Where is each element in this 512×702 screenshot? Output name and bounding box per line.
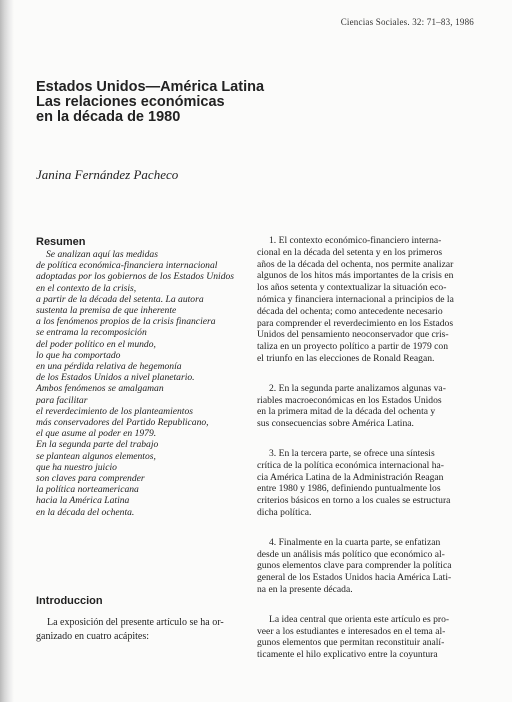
text-line: algunos de los hitos más importantes de la crisis en	[257, 270, 454, 282]
scan-shadow-edge	[0, 0, 14, 702]
paragraph-gap	[257, 430, 473, 448]
text-line: La idea central que orienta este artículo es pro-	[269, 613, 450, 625]
text-line: general de los Estados Unidos hacia América Lati-	[257, 572, 452, 584]
abstract-line: el reverdecimiento de los planteamientos	[36, 405, 194, 417]
abstract-body	[36, 249, 271, 518]
abstract-line: se entrama la recomposición	[36, 327, 147, 339]
abstract-line: que ha nuestro juicio	[36, 461, 117, 473]
running-head: Ciencias Sociales. 32: 71–83, 1986	[340, 17, 474, 27]
text-line: década del ochenta; como antecedente necesario	[257, 305, 443, 317]
title-line: Las relaciones económicas	[36, 94, 225, 110]
paragraph-gap	[257, 365, 473, 383]
text-line: criterios básicos en torno a los cuales se estructura	[257, 495, 451, 507]
text-line: 1. El contexto económico-financiero interna-	[269, 235, 442, 246]
text-line: riables macroeconómicas en los Estados Unidos	[257, 394, 442, 406]
text-line: Unidos del pensamiento neoconservador que cris-	[257, 329, 449, 341]
abstract-line: adoptadas por los gobiernos de los Estados Unidos	[36, 271, 235, 283]
paragraph-gap	[257, 596, 473, 614]
abstract-line: hacia la América Latina	[36, 495, 130, 507]
text-line: taliza en un proyecto político a partir de 1979 con	[257, 341, 449, 353]
abstract-line: se plantean algunos elementos,	[36, 450, 156, 462]
text-line: gunos elementos que permitan reconstituir analí-	[257, 637, 445, 649]
paragraph-gap	[257, 519, 473, 537]
text-line: en la primera mitad de la década del ochenta y	[257, 406, 436, 418]
text-line: dicha política.	[257, 506, 312, 518]
article-title	[36, 80, 296, 125]
text-line: ganizado en cuatro acápites:	[36, 631, 149, 642]
right-column-text	[257, 235, 473, 661]
text-line: 2. En la segunda parte analizamos algunas va-	[269, 382, 446, 394]
text-line: desde un análisis más político que económico al-	[257, 548, 445, 560]
abstract-line: para facilitar	[36, 394, 88, 406]
text-line: veer a los estudiantes e interesados en el tema al-	[257, 625, 446, 637]
text-line: cia América Latina de la Administración Reagan	[257, 471, 444, 483]
abstract-line: Ambos fenómenos se amalgaman	[36, 383, 164, 395]
abstract-line: de los Estados Unidos a nivel planetario.	[36, 372, 195, 384]
abstract-line: en la década del ochenta.	[36, 506, 135, 518]
text-line: crítica de la política económica internacional ha-	[257, 459, 444, 471]
text-line: cional en la década del setenta y en los primeros	[257, 246, 443, 258]
text-line: na en la presente década.	[257, 583, 353, 595]
abstract-line: Se analizan aquí las medidas	[46, 249, 158, 260]
abstract-line: a los fenómenos propios de la crisis financiera	[36, 316, 216, 328]
text-line: para comprender el reverdecimiento en los Estados	[257, 317, 454, 329]
text-line: el triunfo en las elecciones de Ronald Reagan.	[257, 352, 435, 364]
title-line: en la década de 1980	[36, 109, 181, 125]
paragraph	[257, 448, 473, 519]
paragraph	[257, 383, 473, 430]
title-line: Estados Unidos—América Latina	[36, 79, 265, 95]
text-line: nómica y financiera internacional a principios de la	[257, 293, 454, 305]
abstract-heading: Resumen	[36, 236, 86, 248]
introduction-text	[36, 616, 236, 644]
abstract-line: sustenta la premisa de que inherente	[36, 305, 177, 317]
text-line: ticamente el hilo explicativo entre la coyuntura	[257, 649, 438, 661]
text-line: sus consecuencias sobre América Latina.	[257, 418, 414, 430]
author-name: Janina Fernández Pacheco	[36, 167, 179, 182]
paragraph	[257, 235, 473, 365]
text-line: años de la década del ochenta, nos permite analizar	[257, 258, 454, 270]
abstract-line: En la segunda parte del trabajo	[36, 439, 159, 451]
text-line: La exposición del presente artículo se ha or-	[47, 617, 224, 628]
abstract-line: son claves para comprender	[36, 473, 145, 485]
abstract-line: en una pérdida relativa de hegemonía	[36, 361, 182, 373]
abstract-line: el que asume al poder en 1979.	[36, 428, 157, 440]
abstract-line: a partir de la década del setenta. La autora	[36, 293, 204, 305]
introduction-heading: Introduccion	[36, 595, 103, 607]
abstract-line: lo que ha comportado	[36, 349, 121, 361]
text-line: 4. Finalmente en la cuarta parte, se enfatizan	[269, 536, 441, 548]
text-line: 3. En la tercera parte, se ofrece una síntesis	[269, 447, 435, 459]
abstract-line: más conservadores del Partido Republicano,	[36, 417, 209, 429]
abstract-line: del poder político en el mundo,	[36, 338, 156, 350]
text-line: gunos elementos clave para comprender la política	[257, 560, 452, 572]
abstract-line: la política norteamericana	[36, 484, 139, 496]
abstract-line: en el contexto de la crisis,	[36, 282, 137, 294]
abstract-line: de política económica-financiera internacional	[36, 260, 218, 272]
text-line: entre 1980 y 1986, definiendo puntualmente los	[257, 483, 441, 495]
paragraph	[257, 537, 473, 596]
text-line: los años setenta y contextualizar la situación eco-	[257, 282, 447, 294]
paragraph	[257, 614, 473, 661]
